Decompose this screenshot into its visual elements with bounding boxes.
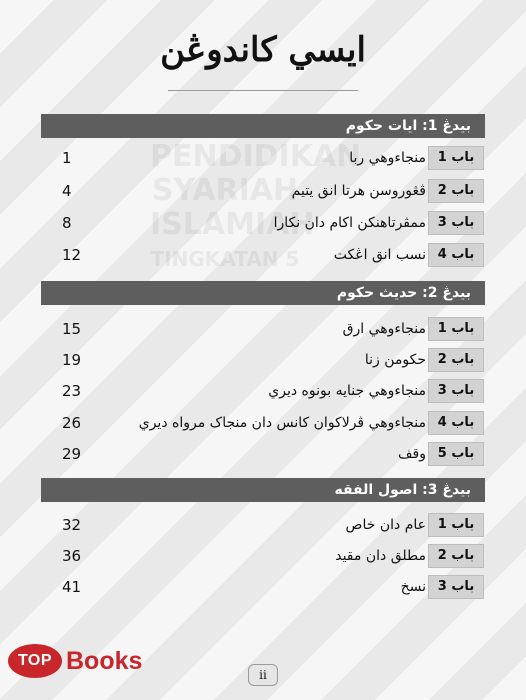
page-number: 19: [62, 351, 82, 369]
topic-title: ممڤرتاهنکن اکام دان نکارا: [273, 215, 426, 231]
page-number: 36: [62, 547, 82, 565]
topic-title: وقف: [398, 446, 426, 462]
chapter-badge: باب 4: [428, 411, 484, 435]
topic-title: مطلق دان مقيد: [335, 548, 426, 564]
page-number: 4: [62, 182, 72, 200]
topic-title: حکومن زنا: [364, 352, 426, 368]
logo-top-badge: TOP: [8, 644, 62, 678]
toc-row[interactable]: [0, 243, 526, 267]
page-number-footer: ii: [248, 664, 278, 686]
topic-title: ڤڠوروسن هرتا انق يتيم: [291, 183, 426, 199]
topic-title: منجاءوهي جنايه بونوه ديري: [268, 383, 426, 399]
chapter-badge: باب 1: [428, 317, 484, 341]
chapter-badge: باب 3: [428, 575, 484, 599]
toc-row[interactable]: [0, 317, 526, 341]
watermark-line: PENDIDIKAN: [150, 139, 362, 174]
page-number: 15: [62, 320, 82, 338]
logo-books-text: Books: [66, 646, 143, 675]
topic-title: نسخ: [400, 579, 426, 595]
section-heading-3: بيدڠ 3: اصول الفقه: [41, 478, 485, 502]
toc-row[interactable]: [0, 179, 526, 203]
watermark-line: SYARIAH: [151, 173, 299, 208]
toc-row[interactable]: [0, 411, 526, 435]
toc-row[interactable]: [0, 348, 526, 372]
topbooks-logo: [8, 644, 142, 678]
page-number: 26: [62, 414, 82, 432]
chapter-badge: باب 1: [428, 146, 484, 170]
topic-title: نسب انق اڠکت: [333, 247, 426, 263]
section-heading-2: بيدڠ 2: حديث حکوم: [41, 281, 485, 305]
chapter-badge: باب 2: [428, 544, 484, 568]
page-number: 12: [62, 246, 82, 264]
page-number: 32: [62, 516, 82, 534]
toc-row[interactable]: [0, 211, 526, 235]
topic-title: منجاءوهي ڤرلاکوان کانس دان منجاک مرواه ديري: [138, 415, 426, 431]
chapter-badge: باب 2: [428, 348, 484, 372]
topic-title: منجاءوهي ارق: [342, 321, 426, 337]
page-title: ايسي کاندوڠن: [160, 30, 366, 70]
watermark-line: TINGKATAN 5: [150, 247, 300, 271]
chapter-badge: باب 3: [428, 211, 484, 235]
topic-title: منجاءوهي ربا: [349, 150, 426, 166]
watermark-line: ISLAMIAH: [150, 207, 315, 242]
page-number: 8: [62, 214, 72, 232]
toc-row[interactable]: [0, 379, 526, 403]
toc-row[interactable]: [0, 442, 526, 466]
page-number: 41: [62, 578, 82, 596]
toc-row[interactable]: [0, 544, 526, 568]
page-number: 29: [62, 445, 82, 463]
chapter-badge: باب 5: [428, 442, 484, 466]
toc-row[interactable]: [0, 575, 526, 599]
chapter-badge: باب 1: [428, 513, 484, 537]
topic-title: عام دان خاص: [345, 517, 426, 533]
page-number: 23: [62, 382, 82, 400]
section-heading-1: بيدڠ 1: ايات حکوم: [41, 114, 485, 138]
chapter-badge: باب 2: [428, 179, 484, 203]
title-underline: [168, 90, 358, 91]
chapter-badge: باب 4: [428, 243, 484, 267]
page-number: 1: [62, 149, 72, 167]
toc-row[interactable]: [0, 513, 526, 537]
toc-row[interactable]: [0, 146, 526, 170]
chapter-badge: باب 3: [428, 379, 484, 403]
